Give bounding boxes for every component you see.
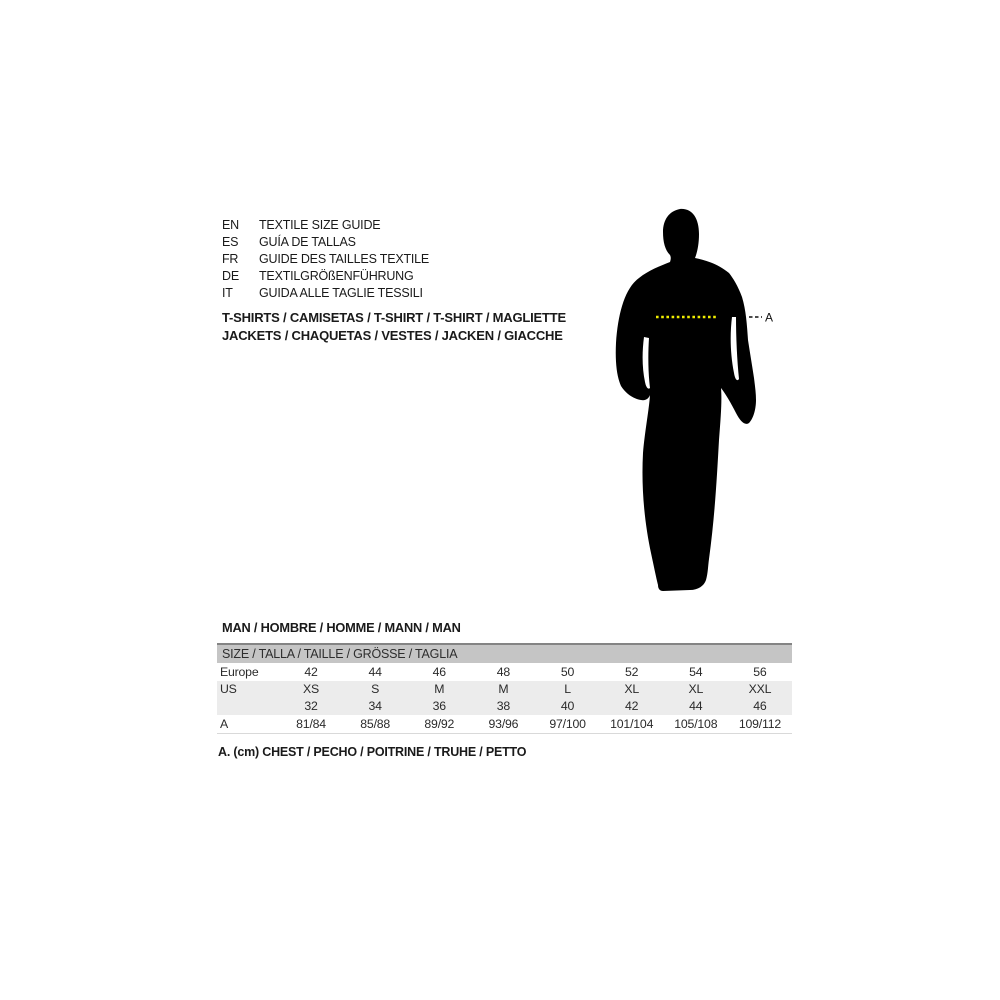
table-cell: 42 — [304, 665, 318, 679]
list-item — [222, 251, 429, 268]
table-header: SIZE / TALLA / TAILLE / GRÖSSE / TAGLIA — [217, 645, 792, 663]
language-label: GUÍA DE TALLAS — [259, 235, 356, 249]
man-silhouette — [616, 209, 756, 591]
table-cell: 93/96 — [488, 717, 519, 731]
language-code: DE — [222, 269, 239, 283]
list-item — [222, 234, 429, 251]
man-silhouette-figure — [605, 205, 780, 605]
table-cell: 105/108 — [674, 717, 718, 731]
table-cell: 32 — [304, 699, 318, 713]
language-code: FR — [222, 252, 239, 266]
table-cell: 50 — [560, 665, 575, 679]
table-cell: XL — [624, 682, 640, 696]
language-label: TEXTILGRÖßENFÜHRUNG — [259, 269, 414, 283]
table-cell: 42 — [625, 699, 639, 713]
table-cell: M — [434, 682, 445, 696]
table-cell: M — [498, 682, 509, 696]
language-list — [222, 217, 429, 302]
table-row — [217, 681, 792, 698]
category-jackets: JACKETS / CHAQUETAS / VESTES / JACKEN / GIACCHE — [222, 327, 563, 343]
language-label: GUIDA ALLE TAGLIE TESSILI — [259, 286, 423, 300]
table-cell: XS — [303, 682, 320, 696]
list-item — [222, 285, 429, 302]
table-cell: 85/88 — [360, 717, 391, 731]
table-row — [217, 663, 792, 681]
size-table — [217, 643, 792, 734]
measure-label-a: A — [765, 310, 773, 325]
list-item — [222, 268, 429, 285]
row-label: Europe — [220, 665, 259, 679]
row-label: US — [220, 682, 237, 696]
table-cell: 52 — [625, 665, 639, 679]
language-code: EN — [222, 218, 239, 232]
list-item — [222, 217, 429, 234]
table-cell: 46 — [432, 665, 446, 679]
row-label — [217, 698, 279, 715]
table-cell: S — [371, 682, 380, 696]
table-cell: 81/84 — [296, 717, 326, 731]
table-row — [217, 698, 792, 715]
table-cell: 34 — [368, 699, 382, 713]
table-row — [217, 715, 792, 733]
language-code: IT — [222, 286, 233, 300]
table-cell: XL — [688, 682, 704, 696]
table-cell: 40 — [560, 699, 575, 713]
category-tshirts: T-SHIRTS / CAMISETAS / T-SHIRT / T-SHIRT / MAGLIETTE — [222, 310, 566, 325]
row-label: A — [220, 717, 229, 731]
table-cell: 109/112 — [738, 717, 781, 731]
table-cell: 44 — [689, 699, 703, 713]
table-cell: 56 — [753, 665, 767, 679]
measurement-footnote: A. (cm) CHEST / PECHO / POITRINE / TRUHE / PETTO — [218, 745, 527, 759]
table-cell: 97/100 — [549, 717, 586, 731]
table-cell: 89/92 — [424, 717, 455, 731]
table-cell: XXL — [748, 682, 772, 696]
table-cell: 54 — [689, 665, 703, 679]
language-label: TEXTILE SIZE GUIDE — [259, 218, 381, 232]
table-cell: 44 — [368, 665, 382, 679]
table-cell: 36 — [432, 699, 446, 713]
table-cell: 48 — [496, 665, 511, 679]
table-cell: L — [564, 682, 571, 696]
category-list — [222, 309, 566, 344]
language-label: GUIDE DES TAILLES TEXTILE — [259, 252, 430, 266]
table-cell: 38 — [496, 699, 511, 713]
language-code: ES — [222, 235, 239, 249]
table-cell: 101/104 — [610, 717, 654, 731]
table-title: MAN / HOMBRE / HOMME / MANN / MAN — [222, 620, 461, 635]
table-cell: 46 — [753, 699, 767, 713]
